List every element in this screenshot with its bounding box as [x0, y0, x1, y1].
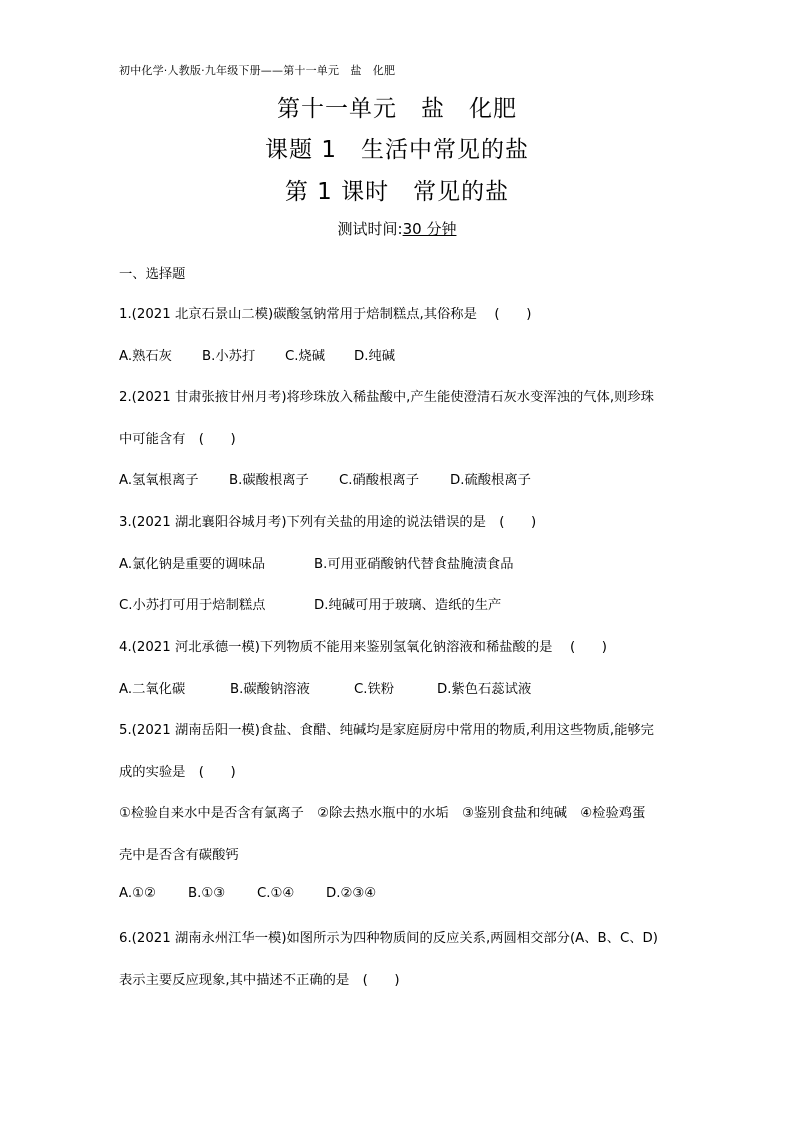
q2-stem-line1: 2.(2021 甘肃张掖甘州月考)将珍珠放入稀盐酸中,产生能使澄清石灰水变浑浊的气体,则珍珠 — [119, 390, 654, 405]
period-title: 第 1 课时 常见的盐 — [284, 179, 510, 205]
q4-option-d: D.紫色石蕊试液 — [437, 682, 532, 697]
q1-option-d: D.纯碱 — [354, 349, 396, 364]
q6-stem-line1: 6.(2021 湖南永州江华一模)如图所示为四种物质间的反应关系,两圆相交部分(A、B、C、D) — [119, 931, 658, 946]
q6-stem-line2: 表示主要反应现象,其中描述不正确的是 ( ) — [119, 973, 400, 988]
q1-option-c: C.烧碱 — [285, 349, 326, 364]
q1-stem: 1.(2021 北京石景山二模)碳酸氢钠常用于焙制糕点,其俗称是 ( ) — [119, 307, 532, 322]
q5-stem-line2: 成的实验是 ( ) — [119, 765, 236, 780]
q5-options — [119, 886, 376, 901]
q5-stem-line1: 5.(2021 湖南岳阳一模)食盐、食醋、纯碱均是家庭厨房中常用的物质,利用这些物质,能够完 — [119, 723, 654, 738]
page-header: 初中化学·人教版·九年级下册——第十一单元 盐 化肥 — [119, 64, 396, 77]
q3-option-b: B.可用亚硝酸钠代替食盐腌渍食品 — [314, 557, 514, 572]
q3-option-a: A.氯化钠是重要的调味品 — [119, 557, 266, 572]
q3-stem: 3.(2021 湖北襄阳谷城月考)下列有关盐的用途的说法错误的是 ( ) — [119, 515, 537, 530]
q1-option-a: A.熟石灰 — [119, 349, 172, 364]
test-time — [0, 218, 794, 239]
q5-option-b: B.①③ — [188, 886, 226, 901]
q4-options — [119, 678, 531, 697]
q2-option-b: B.碳酸根离子 — [229, 473, 309, 488]
unit-title: 第十一单元 盐 化肥 — [277, 96, 517, 122]
q1-option-b: B.小苏打 — [202, 349, 256, 364]
section-heading: 一、选择题 — [119, 267, 186, 282]
q4-option-a: A.二氧化碳 — [119, 682, 186, 697]
q3-option-d: D.纯碱可用于玻璃、造纸的生产 — [314, 598, 502, 613]
q4-stem: 4.(2021 河北承德一模)下列物质不能用来鉴别氢氧化钠溶液和稀盐酸的是 ( ) — [119, 640, 607, 655]
q2-stem-line2: 中可能含有 ( ) — [119, 432, 236, 447]
q2-option-a: A.氢氧根离子 — [119, 473, 199, 488]
q4-option-c: C.铁粉 — [354, 682, 395, 697]
q5-items-line1: ①检验自来水中是否含有氯离子 ②除去热水瓶中的水垢 ③鉴别食盐和纯碱 ④检验鸡蛋 — [119, 806, 646, 821]
test-time-value: 30 分钟 — [402, 220, 457, 238]
q3-option-c: C.小苏打可用于焙制糕点 — [119, 598, 266, 613]
q5-option-d: D.②③④ — [326, 886, 377, 901]
lesson-title: 课题 1 生活中常见的盐 — [265, 137, 529, 163]
q5-items-line2: 壳中是否含有碳酸钙 — [119, 848, 239, 863]
q2-option-c: C.硝酸根离子 — [339, 473, 419, 488]
q3-options-row1 — [119, 553, 514, 572]
q4-option-b: B.碳酸钠溶液 — [230, 682, 310, 697]
q3-options-row2 — [119, 594, 501, 613]
q5-option-a: A.①② — [119, 886, 156, 901]
q2-options — [119, 469, 531, 488]
q5-option-c: C.①④ — [257, 886, 295, 901]
q1-options — [119, 345, 395, 364]
q2-option-d: D.硫酸根离子 — [450, 473, 531, 488]
test-time-label: 测试时间: — [337, 220, 403, 238]
